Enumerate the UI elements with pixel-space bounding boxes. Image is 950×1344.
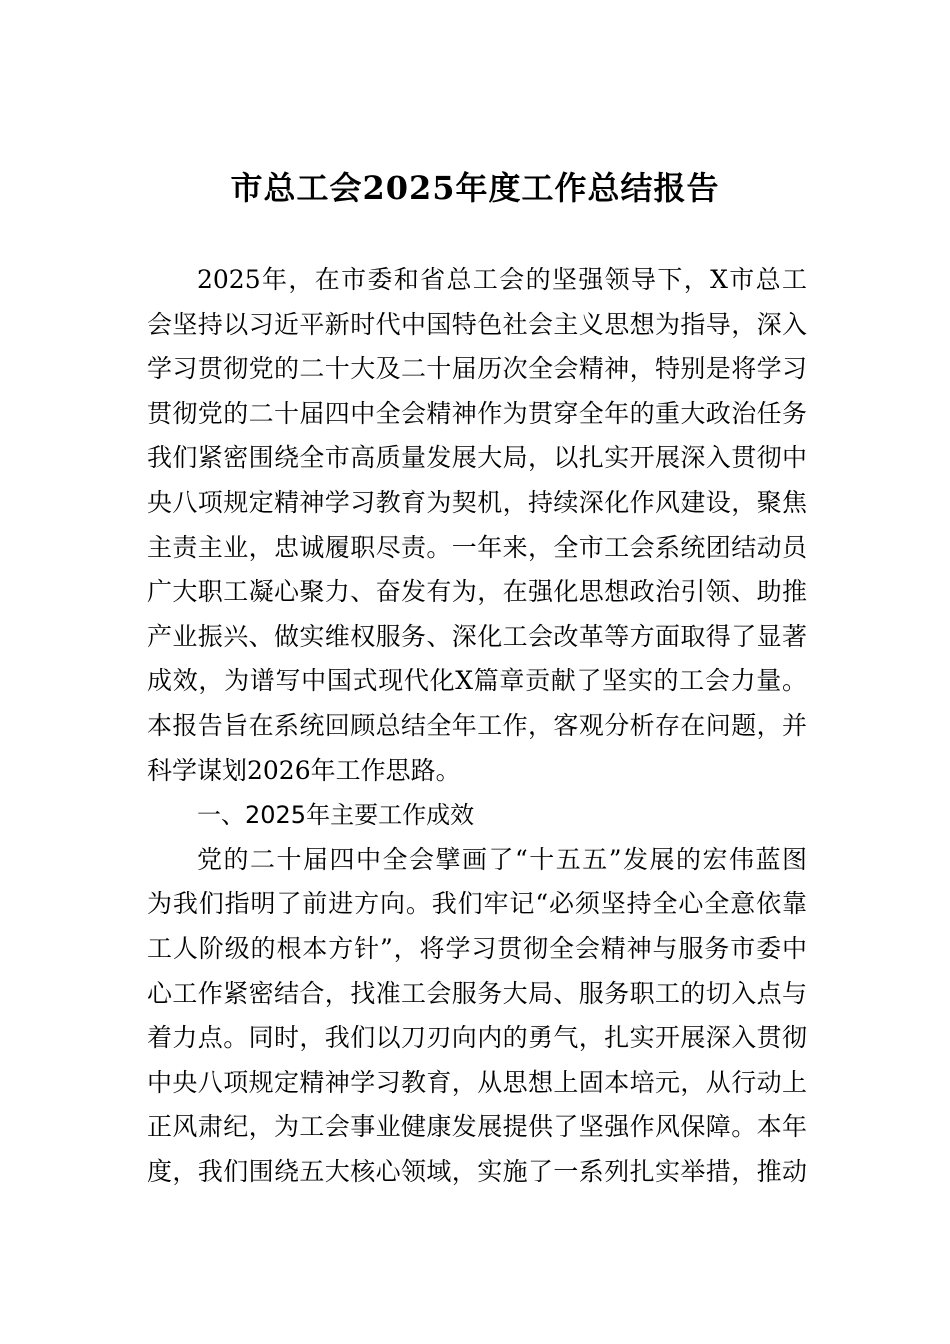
text-line: 2025年，在市委和省总工会的坚强领导下，X市总工 — [197, 265, 807, 294]
text-line: 广大职工凝心聚力、奋发有为，在强化思想政治引领、助推 — [147, 577, 807, 607]
text-line: 会坚持以习近平新时代中国特色社会主义思想为指导，深入 — [147, 309, 807, 339]
text-line: 产业振兴、做实维权服务、深化工会改革等方面取得了显著 — [147, 621, 807, 651]
section-heading: 一、2025年主要工作成效 — [197, 801, 475, 830]
text-line: 央八项规定精神学习教育为契机，持续深化作风建设，聚焦 — [147, 487, 807, 517]
text-line: 贯彻党的二十届四中全会精神作为贯穿全年的重大政治任务 — [147, 398, 807, 428]
paragraph-intro — [147, 258, 807, 793]
text-line: 我们紧密围绕全市高质量发展大局，以扎实开展深入贯彻中 — [147, 443, 807, 473]
text-line: 成效，为谱写中国式现代化X篇章贡献了坚实的工会力量。 — [147, 666, 807, 696]
text-line: 正风肃纪，为工会事业健康发展提供了坚强作风保障。本年 — [147, 1112, 807, 1142]
document-body — [147, 258, 807, 1194]
text-line: 本报告旨在系统回顾总结全年工作，客观分析存在问题，并 — [147, 710, 807, 740]
text-line: 党的二十届四中全会擘画了“十五五”发展的宏伟蓝图 — [197, 844, 807, 874]
text-line: 着力点。同时，我们以刀刃向内的勇气，扎实开展深入贯彻 — [147, 1023, 807, 1053]
text-line: 工人阶级的根本方针”，将学习贯彻全会精神与服务市委中 — [147, 933, 807, 963]
text-line: 为我们指明了前进方向。我们牢记“必须坚持全心全意依靠 — [147, 889, 807, 919]
document-title: 市总工会2025年度工作总结报告 — [230, 169, 720, 207]
text-line: 心工作紧密结合，找准工会服务大局、服务职工的切入点与 — [147, 978, 807, 1008]
text-line: 科学谋划2026年工作思路。 — [147, 755, 461, 785]
text-line: 主责主业，忠诚履职尽责。一年来，全市工会系统团结动员 — [147, 532, 807, 562]
text-line: 中央八项规定精神学习教育，从思想上固本培元，从行动上 — [147, 1067, 807, 1097]
text-line: 度，我们围绕五大核心领域，实施了一系列扎实举措，推动 — [147, 1156, 807, 1186]
paragraph-section1 — [147, 838, 807, 1195]
text-line: 学习贯彻党的二十大及二十届历次全会精神，特别是将学习 — [147, 354, 807, 384]
